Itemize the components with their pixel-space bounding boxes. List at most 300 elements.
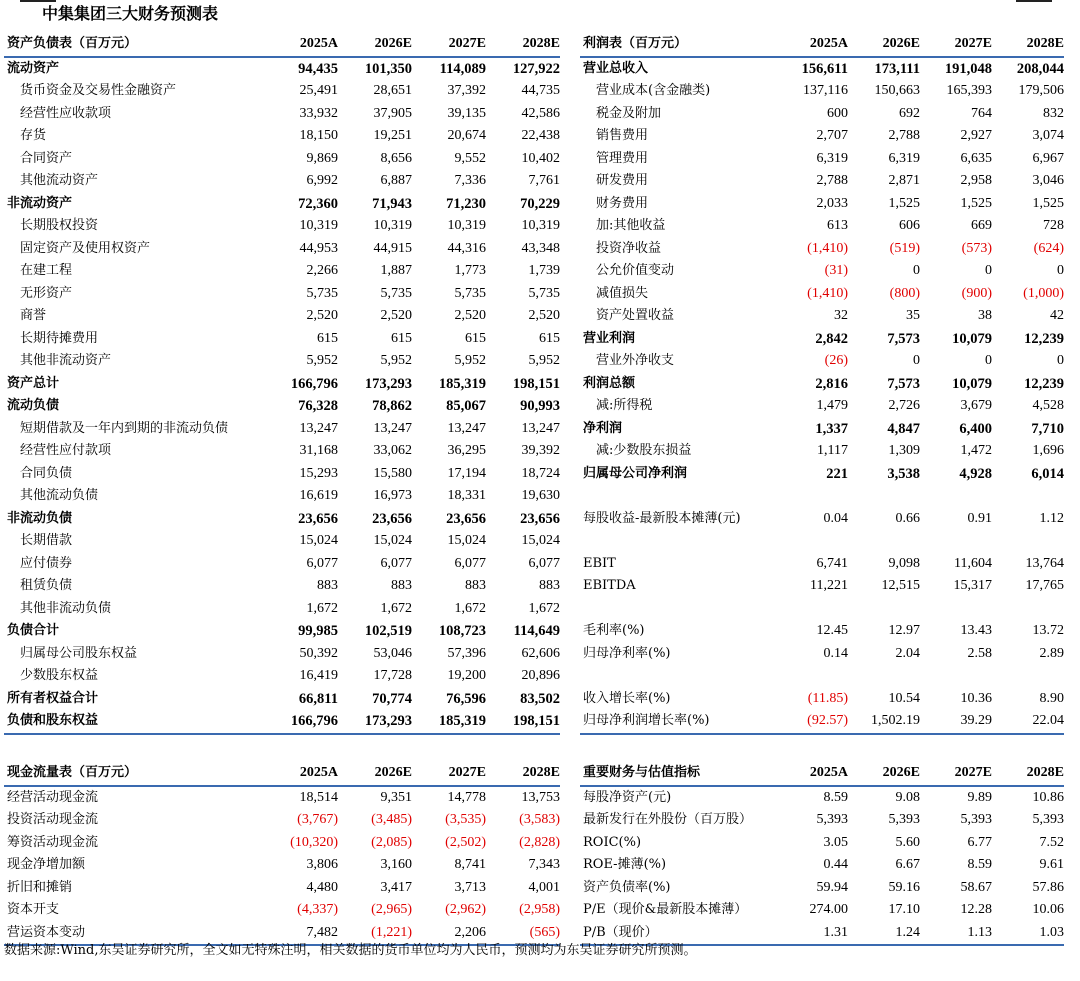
- cell-value: 6,077: [528, 555, 560, 571]
- cell-value: 6,014: [1031, 465, 1064, 482]
- cell-value: 8,741: [454, 857, 486, 872]
- cell-value: 10,319: [299, 218, 338, 233]
- cell-value: 191,048: [944, 60, 992, 77]
- table-row: [4, 170, 560, 193]
- cell-value: 2,520: [380, 308, 412, 323]
- table-header-row: [4, 33, 560, 57]
- cell-value: 4,480: [306, 879, 338, 895]
- table-row: [580, 193, 1064, 216]
- cell-value: [920, 665, 992, 688]
- table-row: [580, 328, 1064, 351]
- row-label: 研发费用: [596, 173, 649, 188]
- cell-value: 9,869: [306, 150, 338, 166]
- row-label: 公允价值变动: [596, 263, 675, 278]
- cell-value: 7,482: [264, 922, 338, 946]
- row-label: 商誉: [20, 308, 47, 323]
- cell-value: 4,928: [959, 465, 992, 482]
- row-label: [580, 485, 776, 508]
- cell-value: 3.05: [823, 834, 848, 850]
- cell-value: 615: [539, 330, 560, 346]
- cell-value: 5,735: [454, 285, 486, 301]
- row-label: 减:所得税: [596, 398, 653, 413]
- cell-value: 13,247: [299, 420, 338, 436]
- row-label: 经营活动现金流: [7, 789, 99, 805]
- table-row: [580, 809, 1064, 832]
- row-label: 归属母公司净利润: [583, 465, 688, 481]
- cell-value: 57,396: [447, 645, 486, 661]
- cell-value: 18,514: [299, 789, 338, 805]
- cell-value: 102,519: [364, 623, 412, 639]
- cell-value: 19,251: [373, 128, 412, 143]
- cell-value: 6.67: [895, 857, 920, 872]
- cell-value: 5,393: [1032, 812, 1064, 827]
- table-row: [580, 283, 1064, 306]
- cell-value: 7,573: [887, 375, 920, 392]
- table-row: [4, 854, 560, 877]
- cell-value: 19,200: [447, 668, 486, 683]
- cell-value: 33,932: [299, 105, 338, 121]
- row-label: 资产负债率(%): [583, 879, 671, 895]
- cell-value: 1,773: [454, 263, 486, 278]
- table-row: [580, 463, 1064, 486]
- cell-value: 43,348: [521, 240, 560, 256]
- row-label: P/B（现价）: [580, 922, 776, 946]
- cell-value: 883: [317, 578, 338, 593]
- cell-value: 5,393: [960, 812, 992, 827]
- cell-value: (11.85): [807, 690, 848, 706]
- cell-value: [848, 598, 920, 621]
- cell-value: [848, 665, 920, 688]
- cell-value: 10.06: [1032, 902, 1064, 917]
- cell-value: 53,046: [373, 645, 412, 661]
- cell-value: [848, 530, 920, 553]
- row-label: 资产处置收益: [596, 308, 675, 323]
- cell-value: 1,117: [817, 443, 848, 458]
- year-header: 2025A: [776, 33, 848, 57]
- table-row: [4, 80, 560, 103]
- table-row: [4, 688, 560, 711]
- cell-value: 1,502.19: [848, 710, 920, 734]
- row-label: 每股净资产(元): [583, 789, 672, 805]
- cell-value: 13,247: [521, 420, 560, 436]
- cell-value: (1,221): [338, 922, 412, 946]
- cell-value: 10,402: [521, 150, 560, 166]
- row-label: 固定资产及使用权资产: [20, 240, 151, 256]
- cell-value: 42: [1050, 308, 1064, 323]
- year-header: 2027E: [920, 762, 992, 786]
- cell-value: 20,896: [521, 668, 560, 683]
- cell-value: 15,024: [521, 533, 560, 548]
- cell-value: 71,230: [446, 195, 486, 212]
- cell-value: 1,472: [960, 443, 992, 458]
- table-row: [580, 899, 1064, 922]
- cell-value: 18,150: [299, 128, 338, 143]
- cell-value: 5.60: [895, 834, 920, 850]
- cell-value: 6,967: [1032, 150, 1064, 166]
- cell-value: 3,074: [1032, 128, 1064, 143]
- cell-value: 6,077: [454, 555, 486, 571]
- cell-value: 9.89: [967, 789, 992, 805]
- year-header: 2028E: [992, 762, 1064, 786]
- cell-value: (31): [824, 263, 848, 278]
- cell-value: 2,788: [888, 128, 920, 143]
- cell-value: 44,735: [521, 83, 560, 98]
- table-row: [4, 643, 560, 666]
- cell-value: 6.77: [967, 834, 992, 850]
- cell-value: 9,351: [380, 789, 412, 805]
- row-label: 租赁负债: [20, 578, 73, 593]
- year-header: 2026E: [338, 762, 412, 786]
- year-header: 2026E: [338, 33, 412, 57]
- cell-value: 6,319: [888, 150, 920, 166]
- table-row: [4, 260, 560, 283]
- cell-value: 2,266: [306, 263, 338, 278]
- table-row: [4, 598, 560, 621]
- row-label: EBITDA: [583, 578, 636, 593]
- row-label: 归母净利润增长率(%): [580, 710, 776, 734]
- cell-value: 10,319: [373, 218, 412, 233]
- cell-value: [920, 530, 992, 553]
- row-label: 负债合计: [7, 623, 60, 638]
- cell-value: 2,958: [960, 173, 992, 188]
- row-label: 营业总收入: [583, 60, 649, 76]
- cell-value: 1.31: [776, 922, 848, 946]
- cell-value: (2,958): [519, 902, 560, 917]
- cell-value: 173,293: [364, 375, 412, 392]
- cell-value: 8.59: [967, 857, 992, 872]
- cell-value: 764: [971, 105, 992, 121]
- cell-value: 18,331: [447, 488, 486, 503]
- cell-value: 5,393: [816, 812, 848, 827]
- cell-value: 606: [899, 218, 920, 233]
- row-label: 毛利率(%): [583, 623, 645, 638]
- row-label: 长期借款: [20, 533, 73, 548]
- cell-value: (3,767): [297, 812, 338, 827]
- cell-value: [992, 665, 1064, 688]
- cell-value: 10.54: [888, 690, 920, 706]
- cell-value: 1,696: [1032, 443, 1064, 458]
- cell-value: 0.14: [823, 645, 848, 661]
- cell-value: 2.58: [967, 645, 992, 661]
- cell-value: (2,962): [445, 902, 486, 917]
- cell-value: 58.67: [960, 879, 992, 895]
- row-label: 减值损失: [596, 285, 649, 301]
- row-label: 其他流动资产: [20, 173, 99, 188]
- cell-value: 8.90: [1039, 690, 1064, 706]
- year-header: 2025A: [264, 762, 338, 786]
- cell-value: 22.04: [992, 710, 1064, 734]
- row-label: ROE-摊薄(%): [583, 857, 667, 872]
- cell-value: 1,887: [380, 263, 412, 278]
- cell-value: 600: [827, 105, 848, 121]
- table-row: [4, 899, 560, 922]
- cell-value: 83,502: [520, 690, 560, 707]
- table-row: [580, 350, 1064, 373]
- cell-value: (2,085): [371, 834, 412, 850]
- table-row: [580, 620, 1064, 643]
- cell-value: 0.91: [967, 510, 992, 526]
- table-row: [580, 508, 1064, 531]
- cell-value: 15,024: [299, 533, 338, 548]
- year-header: 2026E: [848, 33, 920, 57]
- cell-value: 7,336: [454, 173, 486, 188]
- row-label: 其他非流动资产: [20, 353, 112, 368]
- cell-value: 6,992: [306, 173, 338, 188]
- table-row: [580, 148, 1064, 171]
- cell-value: 99,985: [298, 623, 338, 639]
- table-row: [580, 665, 1064, 688]
- row-label: 归属母公司股东权益: [20, 645, 138, 661]
- cell-value: 11,221: [810, 578, 848, 593]
- cell-value: 198,151: [512, 375, 560, 392]
- cell-value: 57.86: [1032, 879, 1064, 895]
- table-row: [4, 786, 560, 810]
- cell-value: 13.72: [1032, 623, 1064, 638]
- year-header: 2025A: [776, 762, 848, 786]
- row-label: 财务费用: [596, 195, 649, 211]
- table-row: [4, 148, 560, 171]
- cell-value: 613: [827, 218, 848, 233]
- table-title: 现金流量表（百万元）: [4, 762, 264, 786]
- cell-value: 9,552: [454, 150, 486, 166]
- cell-value: 13,753: [521, 789, 560, 805]
- row-label: 销售费用: [596, 128, 649, 143]
- cell-value: 5,735: [306, 285, 338, 301]
- cell-value: (2,965): [371, 902, 412, 917]
- cell-value: [776, 485, 848, 508]
- cell-value: 883: [391, 578, 412, 593]
- cell-value: 4,847: [887, 420, 920, 437]
- cell-value: 15,580: [373, 465, 412, 481]
- cell-value: 19,630: [521, 488, 560, 503]
- table-row: [4, 832, 560, 855]
- table-row: [4, 57, 560, 81]
- cell-value: 2,726: [888, 398, 920, 413]
- cell-value: 39,135: [447, 105, 486, 121]
- table-row: [580, 877, 1064, 900]
- row-label: 净利润: [583, 420, 623, 436]
- table-row: [4, 283, 560, 306]
- table-row: [4, 463, 560, 486]
- table-row: [580, 710, 1064, 734]
- row-label: ROIC(%): [583, 834, 642, 850]
- cell-value: 127,922: [512, 60, 560, 77]
- table-row: [580, 215, 1064, 238]
- table-row: [4, 373, 560, 396]
- cell-value: 728: [1043, 218, 1064, 233]
- cell-value: 198,151: [486, 710, 560, 734]
- cell-value: 1,525: [960, 195, 992, 211]
- cell-value: 39,392: [521, 443, 560, 458]
- cell-value: (519): [889, 240, 920, 256]
- row-label: 营业外净收支: [596, 353, 675, 368]
- cell-value: 71,943: [372, 195, 412, 212]
- cell-value: 7.52: [1039, 834, 1064, 850]
- cell-value: 50,392: [299, 645, 338, 661]
- cell-value: 5,393: [888, 812, 920, 827]
- cell-value: 883: [539, 578, 560, 593]
- cell-value: [776, 598, 848, 621]
- table-row: [580, 854, 1064, 877]
- cell-value: 156,611: [801, 60, 848, 77]
- table-row: [4, 710, 560, 734]
- cell-value: 0.66: [895, 510, 920, 526]
- year-header: 2027E: [920, 33, 992, 57]
- cell-value: 85,067: [446, 398, 486, 414]
- cell-value: 2,520: [528, 308, 560, 323]
- row-label: 折旧和摊销: [7, 879, 73, 895]
- cell-value: 17,765: [1025, 578, 1064, 593]
- cell-value: 2,033: [816, 195, 848, 211]
- cell-value: 692: [899, 105, 920, 121]
- row-label: [580, 530, 776, 553]
- table-row: [580, 832, 1064, 855]
- row-label: 合同资产: [20, 150, 73, 166]
- cell-value: 7,573: [887, 330, 920, 347]
- table-header-row: [4, 762, 560, 786]
- table-row: [4, 553, 560, 576]
- cell-value: (565): [486, 922, 560, 946]
- cell-value: 23,656: [372, 510, 412, 527]
- table-row: [4, 395, 560, 418]
- row-label: 无形资产: [20, 285, 73, 301]
- table-row: [580, 485, 1064, 508]
- year-header: 2027E: [412, 762, 486, 786]
- cell-value: 12,239: [1024, 375, 1064, 392]
- table-row: [580, 57, 1064, 81]
- cell-value: 5,952: [306, 353, 338, 368]
- table-row: [4, 440, 560, 463]
- cell-value: (10,320): [290, 834, 338, 850]
- cell-value: 15,293: [299, 465, 338, 481]
- row-label: 每股收益-最新股本摊薄(元): [583, 510, 741, 526]
- cell-value: 31,168: [299, 443, 338, 458]
- cell-value: 1.12: [1039, 510, 1064, 526]
- cell-value: 1,672: [306, 600, 338, 616]
- cell-value: 2,871: [888, 173, 920, 188]
- cell-value: 32: [834, 308, 848, 323]
- cell-value: 70,229: [520, 195, 560, 212]
- cell-value: 6,319: [816, 150, 848, 166]
- cell-value: 2.89: [1039, 645, 1064, 661]
- table-title: 利润表（百万元）: [580, 33, 776, 57]
- cell-value: [920, 485, 992, 508]
- row-label: 其他流动负债: [20, 488, 99, 503]
- cell-value: 2,816: [815, 375, 848, 392]
- cell-value: 11,604: [954, 555, 992, 571]
- year-header: 2025A: [264, 33, 338, 57]
- cell-value: 4,528: [1032, 398, 1064, 413]
- row-label: 流动负债: [7, 398, 60, 413]
- cell-value: 5,735: [380, 285, 412, 301]
- row-label: 现金净增加额: [7, 857, 86, 872]
- table-row: [4, 215, 560, 238]
- row-label: 货币资金及交易性金融资产: [20, 83, 177, 98]
- cell-value: (3,485): [371, 812, 412, 827]
- row-label: 减:少数股东损益: [596, 443, 692, 458]
- cell-value: 1.03: [992, 922, 1064, 946]
- cell-value: 59.94: [816, 879, 848, 895]
- row-label: 在建工程: [20, 263, 73, 278]
- year-header: 2028E: [992, 33, 1064, 57]
- cell-value: [992, 530, 1064, 553]
- cell-value: 37,392: [447, 83, 486, 98]
- row-label: [580, 598, 776, 621]
- cell-value: 8,656: [380, 150, 412, 166]
- table-row: [580, 80, 1064, 103]
- cell-value: 9.08: [895, 789, 920, 805]
- table-header-row: [580, 33, 1064, 57]
- cell-value: 13.43: [960, 623, 992, 638]
- cell-value: 2,927: [960, 128, 992, 143]
- cell-value: 94,435: [298, 60, 338, 77]
- cell-value: (900): [961, 285, 992, 301]
- cell-value: 1,672: [454, 600, 486, 616]
- row-label: 其他非流动负债: [20, 600, 112, 616]
- cell-value: 28,651: [373, 83, 412, 98]
- cell-value: 13,247: [447, 420, 486, 436]
- cell-value: 15,317: [953, 578, 992, 593]
- cell-value: 76,328: [298, 398, 338, 414]
- cell-value: 0: [985, 353, 992, 368]
- cell-value: 1.24: [848, 922, 920, 946]
- cell-value: 114,089: [439, 60, 486, 77]
- cell-value: 17,728: [373, 668, 412, 683]
- cell-value: (26): [824, 353, 848, 368]
- table-row: [580, 643, 1064, 666]
- cell-value: 6,077: [380, 555, 412, 571]
- cell-value: (573): [961, 240, 992, 256]
- row-label: 非流动资产: [7, 195, 73, 211]
- cell-value: 2,520: [306, 308, 338, 323]
- table-row: [580, 125, 1064, 148]
- table-row: [580, 418, 1064, 441]
- cell-value: 150,663: [874, 83, 920, 98]
- table-title: 资产负债表（百万元）: [4, 33, 264, 57]
- cell-value: 179,506: [1018, 83, 1064, 98]
- cell-value: (624): [1033, 240, 1064, 256]
- cell-value: 137,116: [803, 83, 848, 98]
- cell-value: 1,739: [528, 263, 560, 278]
- table-row: [4, 620, 560, 643]
- cell-value: 36,295: [447, 443, 486, 458]
- cell-value: 12.28: [960, 902, 992, 917]
- row-label: 短期借款及一年内到期的非流动负债: [20, 420, 229, 436]
- cell-value: 883: [465, 578, 486, 593]
- cell-value: 274.00: [809, 902, 848, 917]
- cell-value: 33,062: [373, 443, 412, 458]
- table-row: [4, 877, 560, 900]
- cell-value: 22,438: [521, 128, 560, 143]
- cell-value: [848, 485, 920, 508]
- cell-value: 1,337: [815, 420, 848, 437]
- year-header: 2028E: [486, 33, 560, 57]
- cell-value: 6,887: [380, 173, 412, 188]
- cell-value: [776, 665, 848, 688]
- cell-value: 114,649: [513, 623, 560, 639]
- cell-value: 10,079: [952, 330, 992, 347]
- row-label: 资产总计: [7, 375, 60, 391]
- cell-value: 2.04: [895, 645, 920, 661]
- cell-value: 12,239: [1024, 330, 1064, 347]
- cell-value: 0: [1057, 263, 1064, 278]
- table-header-row: [580, 762, 1064, 786]
- cell-value: 6,077: [306, 555, 338, 571]
- cell-value: 1,479: [816, 398, 848, 413]
- cell-value: 25,491: [299, 83, 338, 98]
- cell-value: 10,319: [447, 218, 486, 233]
- row-label: 营运资本变动: [4, 922, 264, 946]
